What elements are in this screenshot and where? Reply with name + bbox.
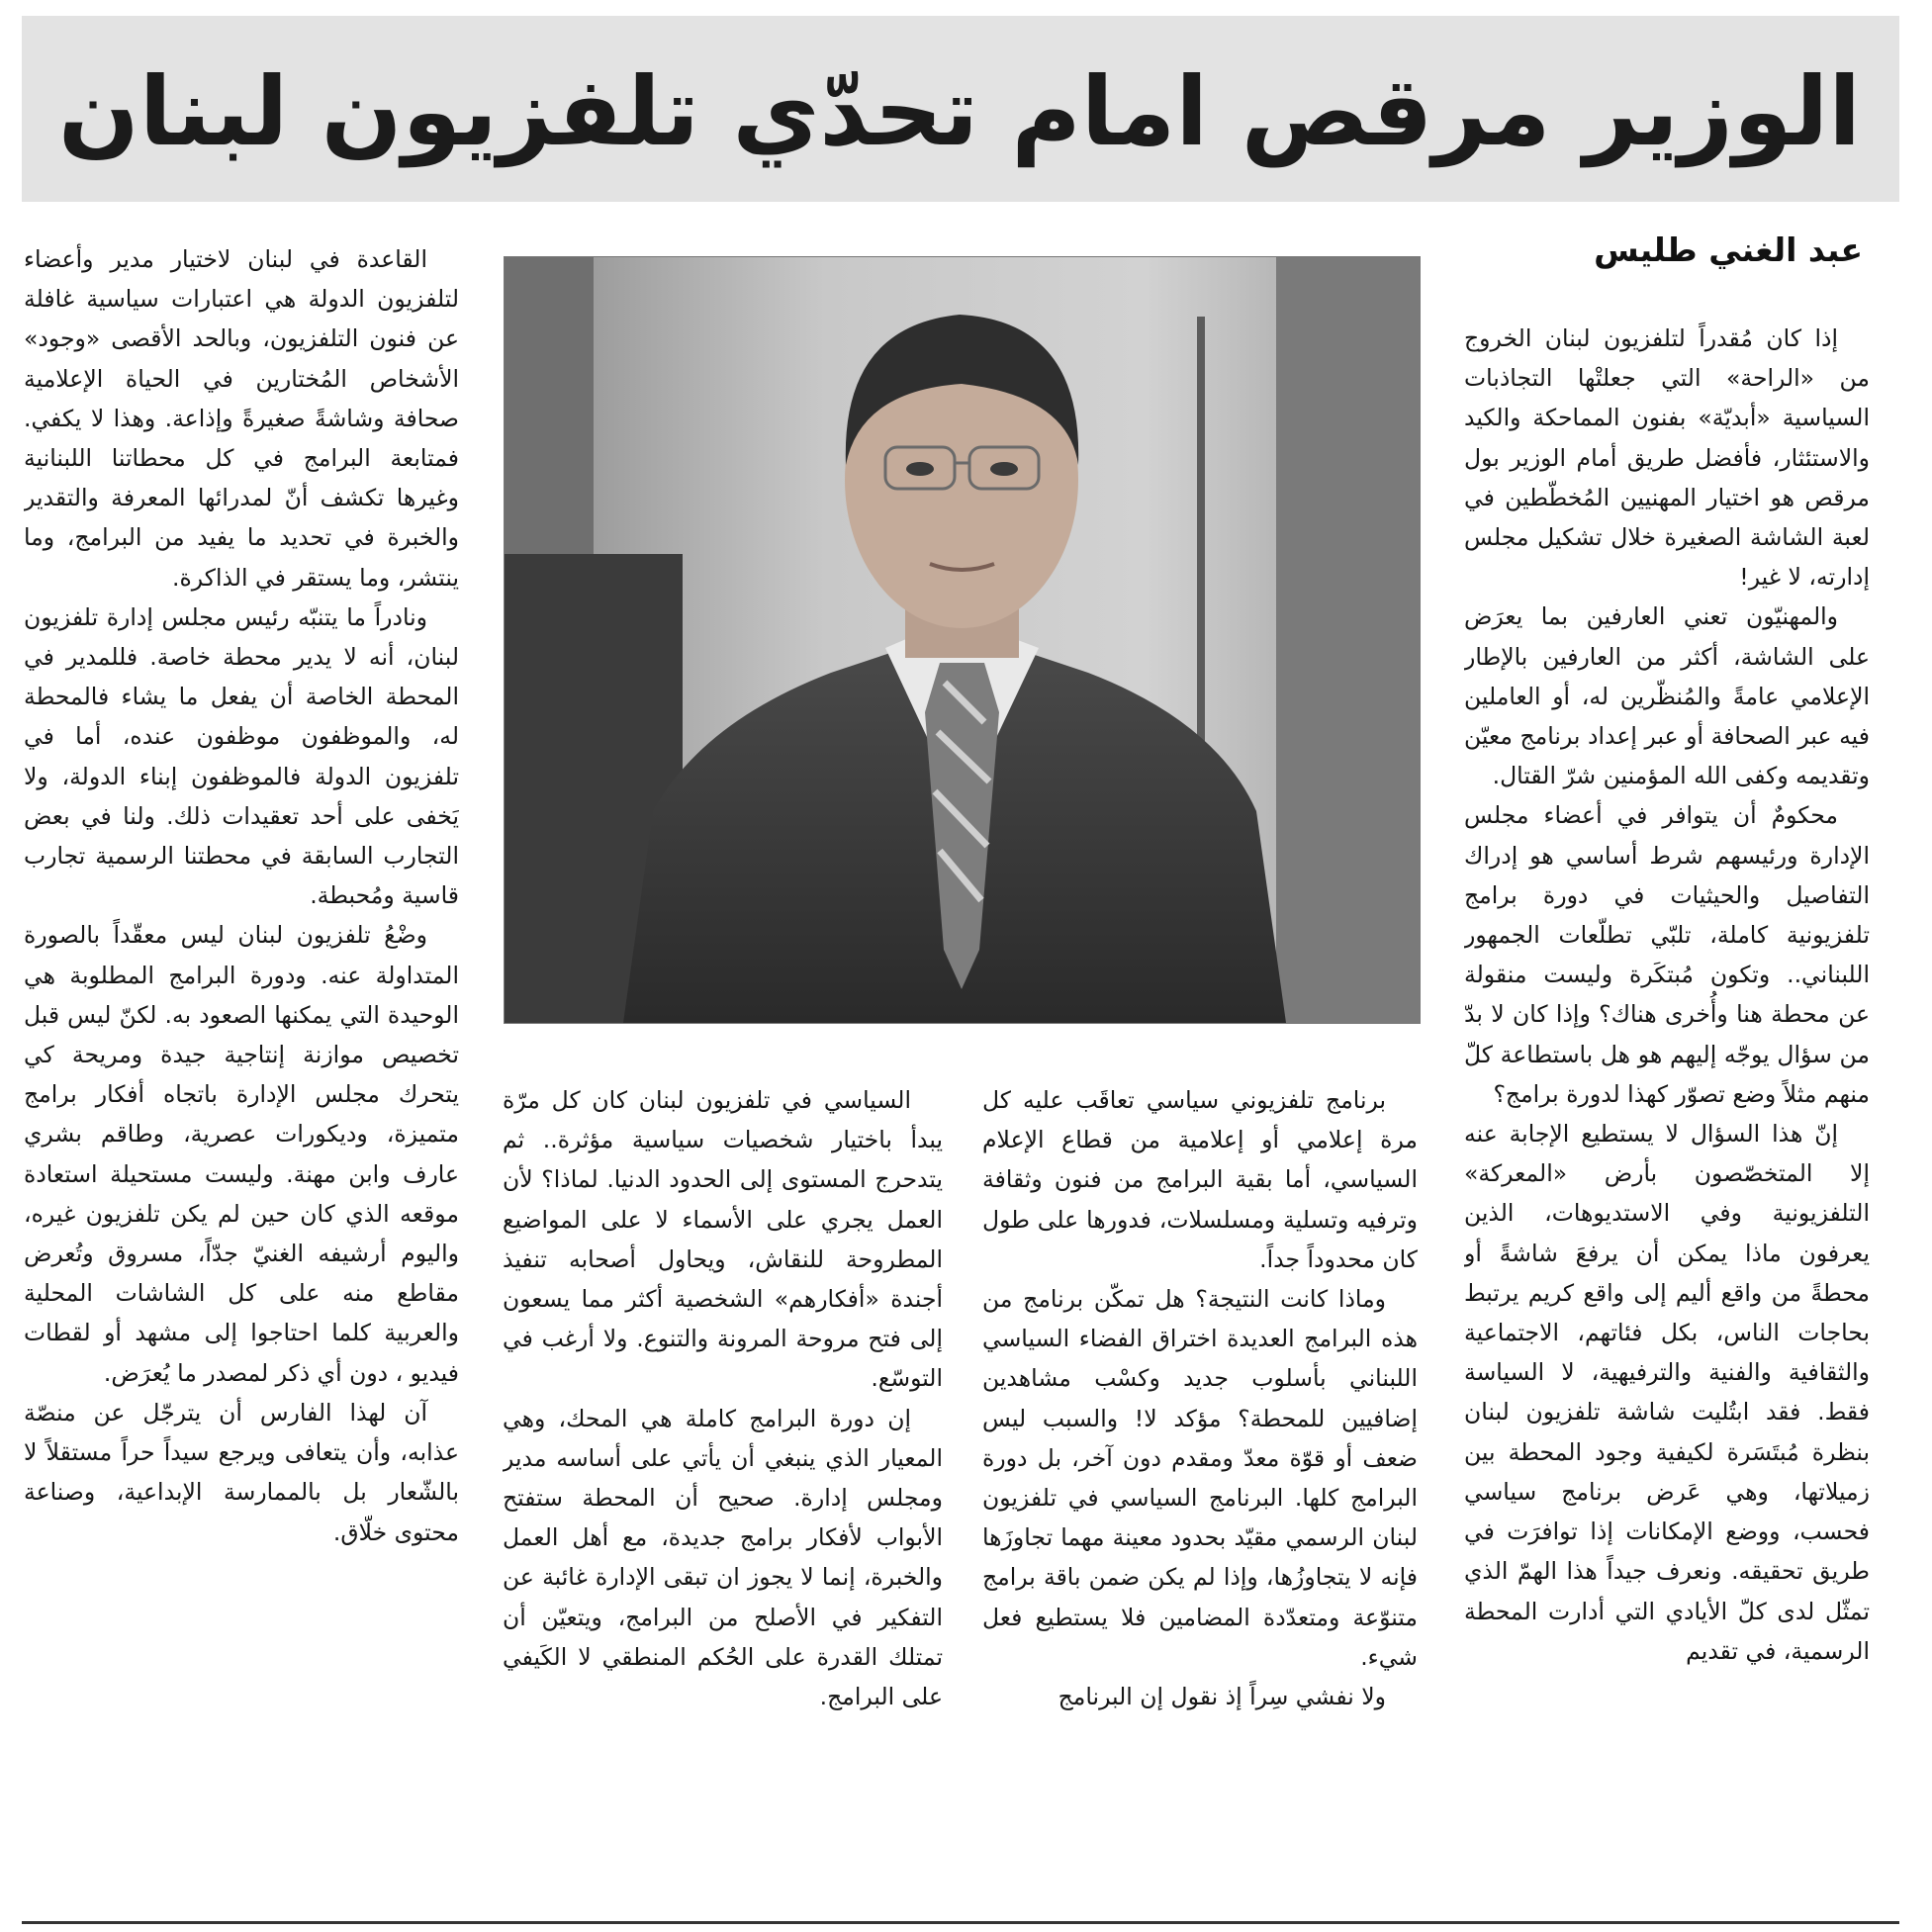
paragraph: وضْعُ تلفزيون لبنان ليس معقّداً بالصورة المتداولة عنه. ودورة البرامج المطلوبة هي الوحيدة التي يمكنها الصعود به. لكنّ ليس قبل تخصيص موازنة إنتاجية جيدة ومريحة كي يتحرك مجلس الإدارة باتجاه أفكار برامج متميزة، وديكورات عصرية، وطاقم بشري عارف وابن مهنة. وليست مستحيلة استعادة موقعه الذي كان حين لم يكن تلفزيون غيره، واليوم أرشيفه الغنيّ جدّاً، مسروق وتُعرض مقاطع منه على كل الشاشات المحلية والعربية كلما احتاجوا إلى مشهد أو لقطات فيديو ، دون أي ذكر لمصدر ما يُعرَض. (24, 921, 459, 1387)
paragraph: ولا نفشي سِراً إذ نقول إن البرنامج (1058, 1683, 1386, 1711)
paragraph: إن دورة البرامج كاملة هي المحك، وهي المعيار الذي ينبغي أن يأتي على أساسه مدير ومجلس إدارة. صحيح أن المحطة ستفتح الأبواب لأفكار برامج جديدة، مع أهل العمل والخبرة، إنما لا يجوز ان تبقى الإدارة غائبة عن التفكير في الأصلح من البرامج، ويتعيّن أن تمتلك القدرة على الحُكم المنطقي لا الكَيفي على البرامج. (503, 1404, 943, 1711)
paragraph: ونادراً ما يتنبّه رئيس مجلس إدارة تلفزيون لبنان، أنه لا يدير محطة خاصة. فللمدير في المحطة الخاصة أن يفعل ما يشاء فالمحطة له، والموظفون موظفون عنده، أما في تلفزيون الدولة فالموظفون إبناء الدولة، ولا يَخفى على أحد تعقيدات ذلك. ولنا في بعض التجارب السابقة في محطتنا الرسمية تجارب قاسية ومُحبطة. (24, 602, 459, 910)
headline: الوزير مرقص امام تحدّي تلفزيون لبنان (57, 56, 1862, 167)
paragraph: السياسي في تلفزيون لبنان كان كل مرّة يبدأ باختيار شخصيات سياسية مؤثرة.. ثم يتدحرج المستوى إلى الحدود الدنيا. لماذا؟ لأن العمل يجري على الأسماء لا على المواضيع المطروحة للنقاش، ويحاول أصحابه تنفيذ أجندة «أفكارهم» الشخصية أكثر مما يسعون إلى فتح مروحة المرونة والتنوع. ولا أرغب في التوسّع. (503, 1086, 943, 1393)
paragraph: آن لهذا الفارس أن يترجّل عن منصّة عذابه، وأن يتعافى ويرجع سيداً حراً مستقلاً لا بالشّعار بل بالممارسة الإبداعية، وصناعة محتوى خلّاق. (24, 1398, 459, 1546)
paragraph: القاعدة في لبنان لاختيار مدير وأعضاء لتلفزيون الدولة هي اعتبارات سياسية غافلة عن فنون التلفزيون، وبالحد الأقصى «وجود» الأشخاص المُختارين في الحياة الإعلامية صحافة وشاشةً صغيرةً وإذاعة. وهذا لا يكفي. فمتابعة البرامج في كل محطاتنا اللبنانية وغيرها تكشف أنّ لمدرائها المعرفة والتقدير والخبرة في تحديد ما يفيد من البرامج، وما ينتشر، وما يستقر في الذاكرة. (24, 245, 459, 592)
paragraph: محكومٌ أن يتوافر في أعضاء مجلس الإدارة ورئيسهم شرط أساسي هو إدراك التفاصيل والحيثيات في دورة برامج تلفزيونية كاملة، تلبّي تطلّعات الجمهور اللبناني.. وتكون مُبتكَرة وليست منقولة عن محطة هنا وأُخرى هناك؟ وإذا كان لا بدّ من سؤال يوجّه إليهم هو هل باستطاعة كلّ منهم مثلاً وضع تصوّر كهذا لدورة برامج؟ (1464, 801, 1870, 1108)
author-byline: عبد الغني طليس (1594, 230, 1863, 269)
paragraph: والمهنيّون تعني العارفين بما يعرَض على الشاشة، أكثر من العارفين بالإطار الإعلامي عامةً والمُنظّرين له، أو العاملين فيه عبر الصحافة أو عبر إعداد برنامج معيّن وتقديمه وكفى الله المؤمنين شرّ القتال. (1464, 602, 1870, 790)
bottom-rule (22, 1921, 1899, 1924)
paragraph: وماذا كانت النتيجة؟ هل تمكّن برنامج من هذه البرامج العديدة اختراق الفضاء السياسي اللبناني بأسلوب جديد وكسْب مشاهدين إضافيين للمحطة؟ مؤكد لا! والسبب ليس ضعف أو قوّة معدّ ومقدم دون آخر، بل دورة البرامج كلها. البرنامج السياسي في تلفزيون لبنان الرسمي مقيّد بحدود معينة مهما تجاوزَها فإنه لا يتجاوزُها، وإذا لم يكن ضمن باقة برامج متنوّعة ومتعدّدة المضامين فلا يستطيع فعل شيء. (982, 1285, 1418, 1671)
paragraph: برنامج تلفزيوني سياسي تعاقَب عليه كل مرة إعلامي أو إعلامية من قطاع الإعلام السياسي، أما بقية البرامج من فنون وثقافة وترفيه وتسلية ومسلسلات، فدورها على طول كان محدوداً جداً. (982, 1086, 1418, 1273)
portrait-photo-icon (505, 257, 1420, 1023)
article-column-4 (24, 239, 459, 1911)
article-column-2 (982, 1080, 1418, 1911)
article-column-1 (1464, 319, 1870, 1911)
paragraph: إذا كان مُقدراً لتلفزيون لبنان الخروج من «الراحة» التي جعلتْها التجاذبات السياسية «أبديّة» بفنون المماحكة والكيد والاستئثار، فأفضل طريق أمام الوزير بول مرقص هو اختيار المهنيين المُخطّطين في لعبة الشاشة الصغيرة خلال تشكيل مجلس إدارته، لا غير! (1464, 324, 1870, 592)
paragraph: إنّ هذا السؤال لا يستطيع الإجابة عنه إلا المتخصّصون بأرض «المعركة» التلفزيونية وفي الاستديوهات، الذين يعرفون ماذا يمكن أن يرفعَ شاشةً أو محطةً من واقع أليم إلى واقع كريم يرتبط بحاجات الناس، بكل فئاتهم، الاجتماعية والثقافية والفنية والترفيهية، لا السياسة فقط. فقد ابتُليت شاشة تلفزيون لبنان بنظرة مُبتَسَرة لكيفية وجود المحطة بين زميلاتها، وهي عَرض برنامج سياسي فحسب، ووضع الإمكانات إذا توافرَت في طريق تحقيقه. ونعرف جيداً هذا الهمّ الذي تمثّل لدى كلّ الأيادي التي أدارت المحطة الرسمية، في تقديم (1464, 1120, 1870, 1665)
article-column-3 (503, 1080, 943, 1911)
portrait-photo (504, 256, 1421, 1024)
